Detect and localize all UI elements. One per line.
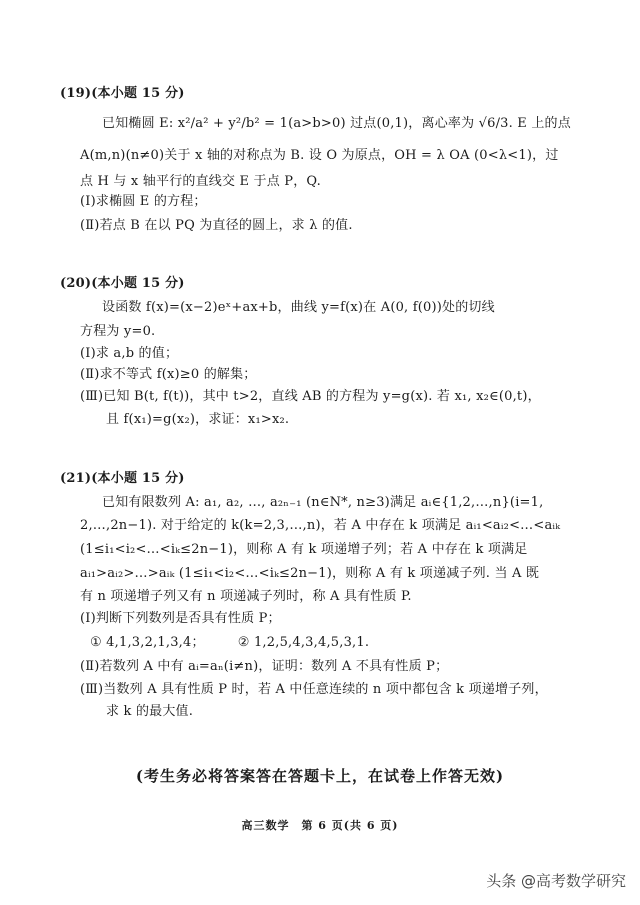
answer-notice: (考生务必将答案答在答题卡上，在试卷上作答无效) [135,767,505,785]
problem-21-sequences: ① 4,1,3,2,1,3,4； ② 1,2,5,4,3,4,5,3,1. [90,635,370,650]
problem-21-part-3-cont: 求 k 的最大值. [106,704,194,719]
problem-20 [60,275,600,435]
problem-19 [60,85,600,260]
problem-20-line-2: 方程为 y=0. [80,324,156,339]
problem-19-line-2: A(m,n)(n≠0)关于 x 轴的对称点为 B. 设 O 为原点，OH = λ OA (0<λ<1)，过 [80,148,559,163]
problem-21-part-2: (Ⅱ)若数列 A 中有 aᵢ=aₙ(i≠n)，证明：数列 A 不具有性质 P； [80,659,449,674]
problem-21-part-3: (Ⅲ)当数列 A 具有性质 P 时，若 A 中任意连续的 n 项中都包含 k 项递增子列， [80,682,548,697]
problem-19-part-1: (Ⅰ)求椭圆 E 的方程； [80,194,207,209]
page-footer: 高三数学 第 6 页(共 6 页) [241,819,399,832]
problem-20-line-1: 设函数 f(x)=(x−2)eˣ+ax+b，曲线 y=f(x)在 A(0, f(0))处的切线 [102,300,495,315]
problem-19-part-2: (Ⅱ)若点 B 在以 PQ 为直径的圆上，求 λ 的值. [80,218,353,233]
problem-21-line-1: 已知有限数列 A: a₁, a₂, …, a₂ₙ₋₁ (n∈N*, n≥3)满足 aᵢ∈{1,2,…,n}(i=1, [102,495,544,510]
problem-20-part-3: (Ⅲ)已知 B(t, f(t))，其中 t>2，直线 AB 的方程为 y=g(x). 若 x₁, x₂∈(0,t)， [80,389,541,404]
problem-21-line-2: 2,…,2n−1). 对于给定的 k(k=2,3,…,n)，若 A 中存在 k 项满足 aᵢ₁<aᵢ₂<…<aᵢₖ [80,518,561,533]
problem-20-part-1: (Ⅰ)求 a,b 的值； [80,346,179,361]
problem-20-part-3-cont: 且 f(x₁)=g(x₂)，求证：x₁>x₂. [106,412,290,427]
problem-21-line-4: aᵢ₁>aᵢ₂>…>aᵢₖ (1≤i₁<i₂<…<iₖ≤2n−1)，则称 A 有 k 项递减子列. 当 A 既 [80,566,540,581]
problem-21 [60,470,600,730]
problem-21-line-3: (1≤i₁<i₂<…<iₖ≤2n−1)，则称 A 有 k 项递增子列；若 A 中存在 k 项满足 [80,542,528,557]
problem-20-part-2: (Ⅱ)求不等式 f(x)≥0 的解集； [80,367,257,382]
problem-19-line-1: 已知椭圆 E: x²/a² + y²/b² = 1(a>b>0) 过点(0,1)，离心率为 √6/3. E 上的点 [102,116,571,131]
problem-19-heading: (19)(本小题 15 分) [60,86,185,101]
problem-21-heading: (21)(本小题 15 分) [60,471,185,486]
problem-20-heading: (20)(本小题 15 分) [60,276,185,291]
problem-19-line-3: 点 H 与 x 轴平行的直线交 E 于点 P，Q. [80,174,321,189]
watermark: 头条 @高考数学研究 [486,872,626,890]
problem-21-part-1: (Ⅰ)判断下列数列是否具有性质 P； [80,611,281,626]
problem-21-line-5: 有 n 项递增子列又有 n 项递减子列时，称 A 具有性质 P. [80,589,412,604]
